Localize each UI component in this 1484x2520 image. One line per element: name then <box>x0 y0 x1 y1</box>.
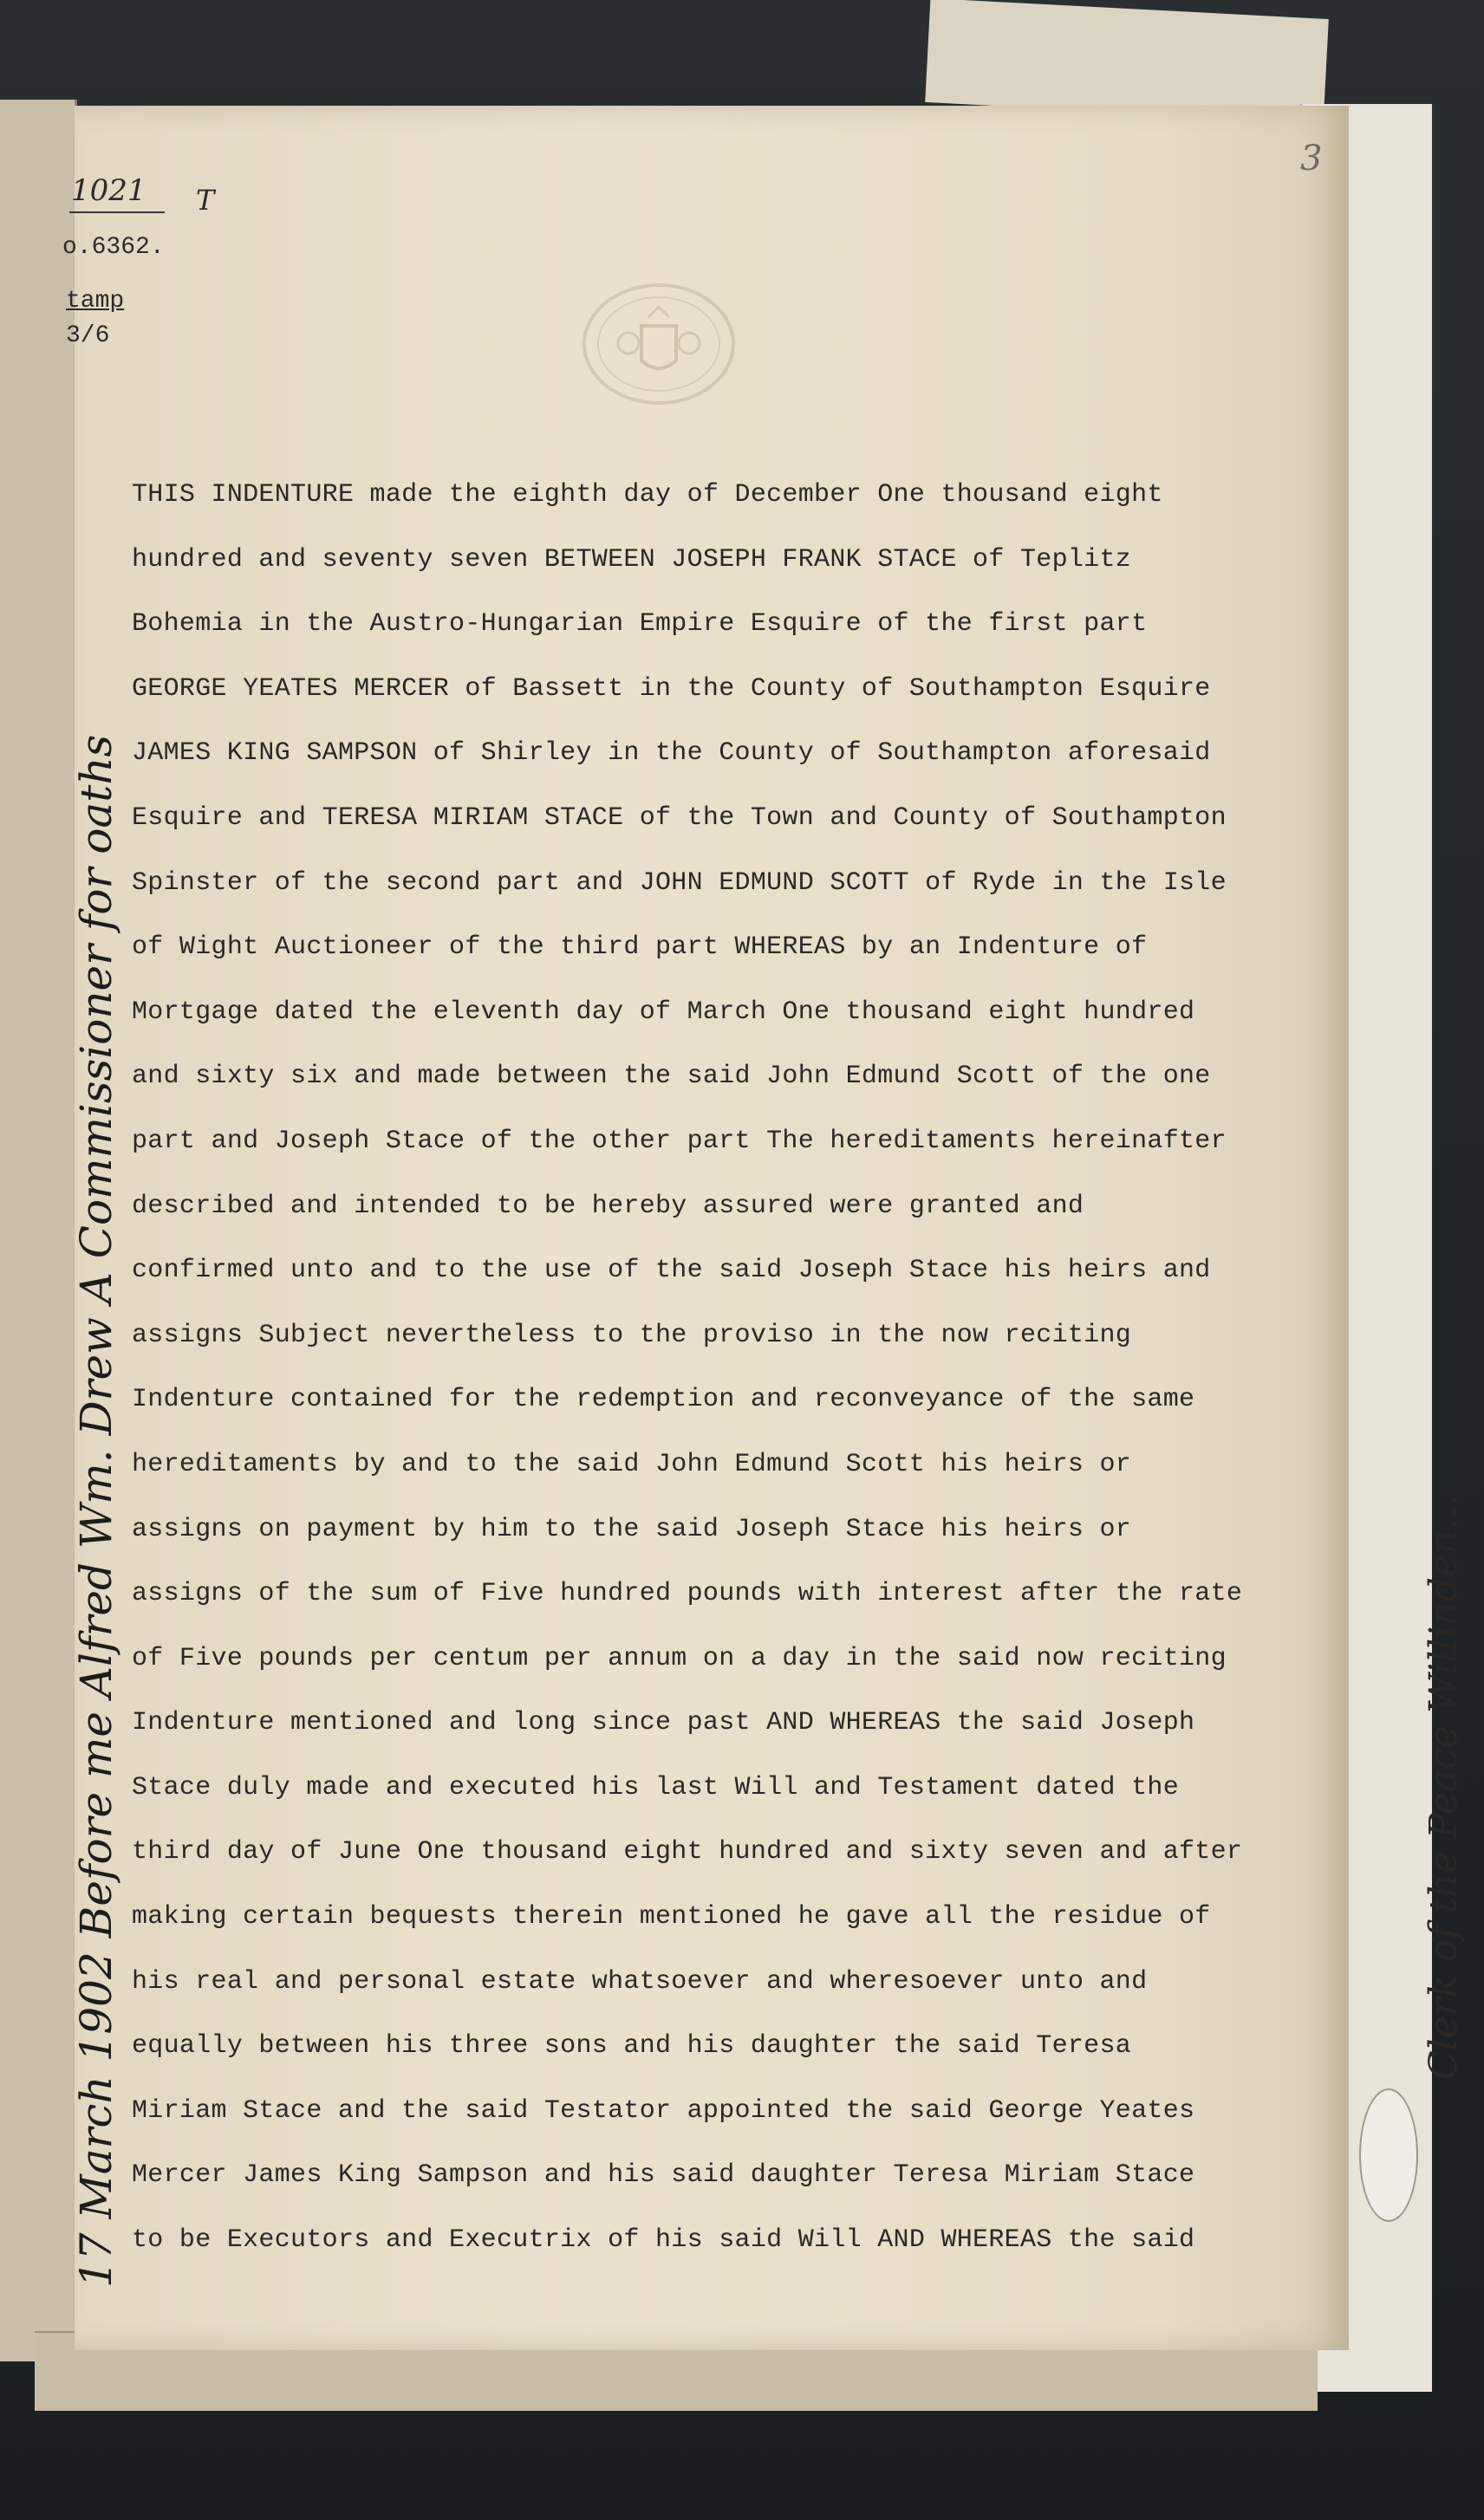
margin-stamp-label: tamp <box>66 288 125 315</box>
embossed-seal-strip <box>1359 2088 1418 2222</box>
deed-line: hundred and seventy seven BETWEEN JOSEPH FRANK STACE of Teplitz <box>132 544 1132 575</box>
deed-line: equally between his three sons and his daughter the said Teresa <box>132 2031 1132 2062</box>
deed-line: making certain bequests therein mentioned he gave all the residue of <box>132 1902 1211 1932</box>
deed-line: JAMES KING SAMPSON of Shirley in the County of Southampton aforesaid <box>132 738 1211 769</box>
deed-line: Indenture contained for the redemption and reconveyance of the same <box>132 1385 1195 1415</box>
deed-line: Mortgage dated the eleventh day of March One thousand eight hundred <box>132 997 1195 1027</box>
deed-line: of Five pounds per centum per annum on a day in the said now reciting <box>132 1643 1227 1673</box>
deed-line: Mercer James King Sampson and his said daughter Teresa Miriam Stace <box>132 2160 1195 2191</box>
margin-underline <box>69 211 165 213</box>
deed-line: Stace duly made and executed his last Will and Testament dated the <box>132 1772 1179 1802</box>
margin-document-number: o.6362. <box>62 234 165 261</box>
deed-line: Bohemia in the Austro-Hungarian Empire Esquire of the first part <box>132 609 1148 640</box>
deed-line: GEORGE YEATES MERCER of Bassett in the County of Southampton Esquire <box>132 673 1211 704</box>
deed-line: part and Joseph Stace of the other part The hereditaments hereinafter <box>132 1126 1227 1156</box>
deed-line: of Wight Auctioneer of the third part WHEREAS by an Indenture of <box>132 932 1148 963</box>
deed-line: Spinster of the second part and JOHN EDMUND SCOTT of Ryde in the Isle <box>132 867 1227 898</box>
deed-line: assigns of the sum of Five hundred pounds with interest after the rate <box>132 1579 1243 1609</box>
deed-line: and sixty six and made between the said John Edmund Scott of the one <box>132 1062 1211 1092</box>
strip-handwritten-note: Clerk of the Peace Willinden... <box>1422 1493 1466 2080</box>
deed-line: Esquire and TERESA MIRIAM STACE of the Town and County of Southampton <box>132 802 1227 833</box>
deed-line: described and intended to be hereby assured were granted and <box>132 1191 1084 1221</box>
left-page-edge <box>0 100 77 2361</box>
deed-line: assigns on payment by him to the said Joseph Stace his heirs or <box>132 1514 1132 1544</box>
deed-line: assigns Subject nevertheless to the proviso in the now reciting <box>132 1320 1132 1350</box>
deed-line: Miriam Stace and the said Testator appointed the said George Yeates <box>132 2095 1195 2126</box>
deed-line: third day of June One thousand eight hundred and sixty seven and after <box>132 1837 1243 1867</box>
deed-line: THIS INDENTURE made the eighth day of December One thousand eight <box>132 480 1163 510</box>
deed-line: his real and personal estate whatsoever and wheresoever unto and <box>132 1966 1148 1997</box>
deed-line: confirmed unto and to the use of the said Joseph Stace his heirs and <box>132 1256 1211 1286</box>
margin-reference-number: 1021 <box>71 173 146 208</box>
page-number: 3 <box>1300 139 1323 179</box>
margin-stamp-fee: 3/6 <box>66 322 110 349</box>
deed-text <box>132 475 1345 2285</box>
back-sheet-corner <box>925 0 1329 123</box>
deed-line: Indenture mentioned and long since past AND WHEREAS the said Joseph <box>132 1708 1195 1738</box>
deed-line: hereditaments by and to the said John Edmund Scott his heirs or <box>132 1449 1132 1479</box>
embossed-crest-icon <box>581 283 737 406</box>
margin-t-mark: T <box>196 184 215 217</box>
commissioner-note: 17 March 1902 Before me Alfred Wm. Drew A Commissioner for oaths <box>71 734 121 2288</box>
deed-line: to be Executors and Executrix of his said Will AND WHEREAS the said <box>132 2225 1195 2256</box>
